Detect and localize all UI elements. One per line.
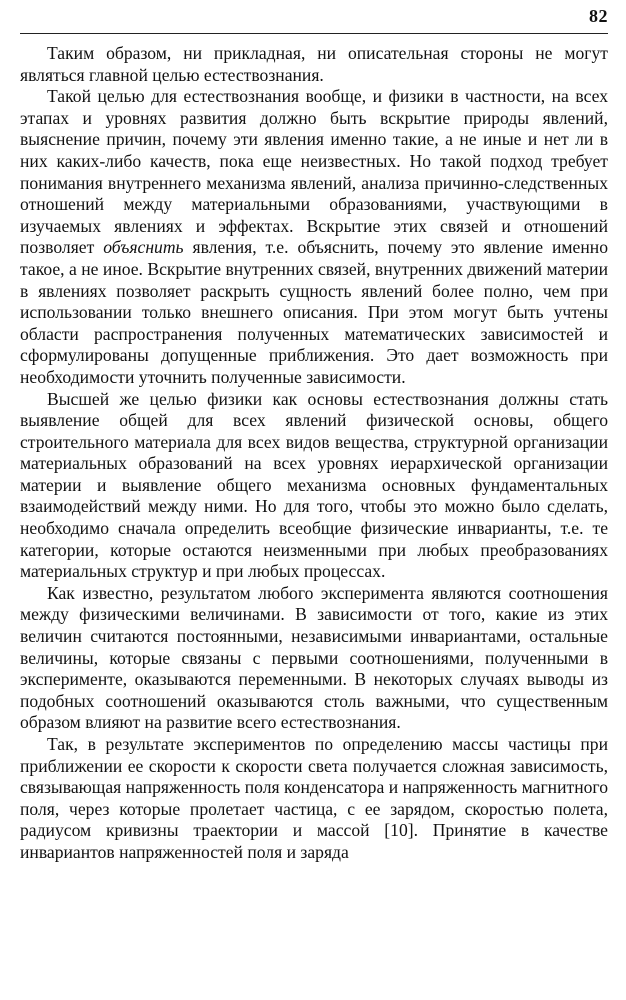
page-number: 82 [589, 6, 608, 26]
paragraph-2-text-end: явления, т.е. объяснить, почему это явление именно такое, а не иное. Вскрытие внутренних связей, внутренних движений материи в явлениях позволяет раскрыть сущность явлений более полно, чем при использовании только внешнего описания. При этом могут быть учтены области распространения полученных математических зависимостей и сформулированы допущенные приближения. Это дает возможность при необходимости уточнить полученные зависимости. [20, 237, 608, 387]
page-body [20, 43, 608, 864]
paragraph-4: Как известно, результатом любого эксперимента являются соотношения между физическими величинами. В зависимости от того, какие из этих величин считаются постоянными, независимыми инвариантами, остальные величины, которые связаны с первыми соотношениями, полученными в эксперименте, оказываются переменными. В некоторых случаях выводы из подобных соотношений оказываются столь важными, что существенным образом влияют на развитие всего естествознания. [20, 582, 608, 733]
emphasized-word: объяснить [103, 237, 184, 258]
page-header [20, 0, 608, 34]
paragraph-1: Таким образом, ни прикладная, ни описательная стороны не могут являться главной целью естествознания. [20, 43, 608, 85]
paragraph-2 [20, 86, 608, 388]
paragraph-5: Так, в результате экспериментов по определению массы частицы при приближении ее скорости к скорости света получается сложная зависимость, связывающая напряженность поля конденсатора и напряженность магнитного поля, через которые пролетает частица, с ее зарядом, скоростью полета, радиусом кривизны траектории и массой [10]. Принятие в качестве инвариантов напряженностей поля и заряда [20, 734, 608, 862]
document-page [20, 0, 608, 1000]
paragraph-2-text-start: Такой целью для естествознания вообще, и физики в частности, на всех этапах и уровнях развития должно быть вскрытие природы явлений, выяснение причин, почему эти явления именно такие, а не иные и нет ли в них каких-либо качеств, пока еще неизвестных. Но такой подход требует понимания внутреннего механизма явлений, анализа причинно-следственных отношений между материальными образованиями, участвующими в изучаемых явлениях и эффектах. Вскрытие этих связей и отношений позволяет [20, 86, 608, 258]
paragraph-3: Высшей же целью физики как основы естествознания должны стать выявление общей для всех явлений физической основы, общего строительного материала для всех видов вещества, структурной организации материальных образований на всех уровнях иерархической организации материи и выявление общего механизма основных фундаментальных взаимодействий между ними. Но для того, чтобы это можно было сделать, необходимо сначала определить всеобщие физические инварианты, т.е. те категории, которые остаются неизменными при любых преобразованиях материальных структур и при любых процессах. [20, 388, 608, 582]
